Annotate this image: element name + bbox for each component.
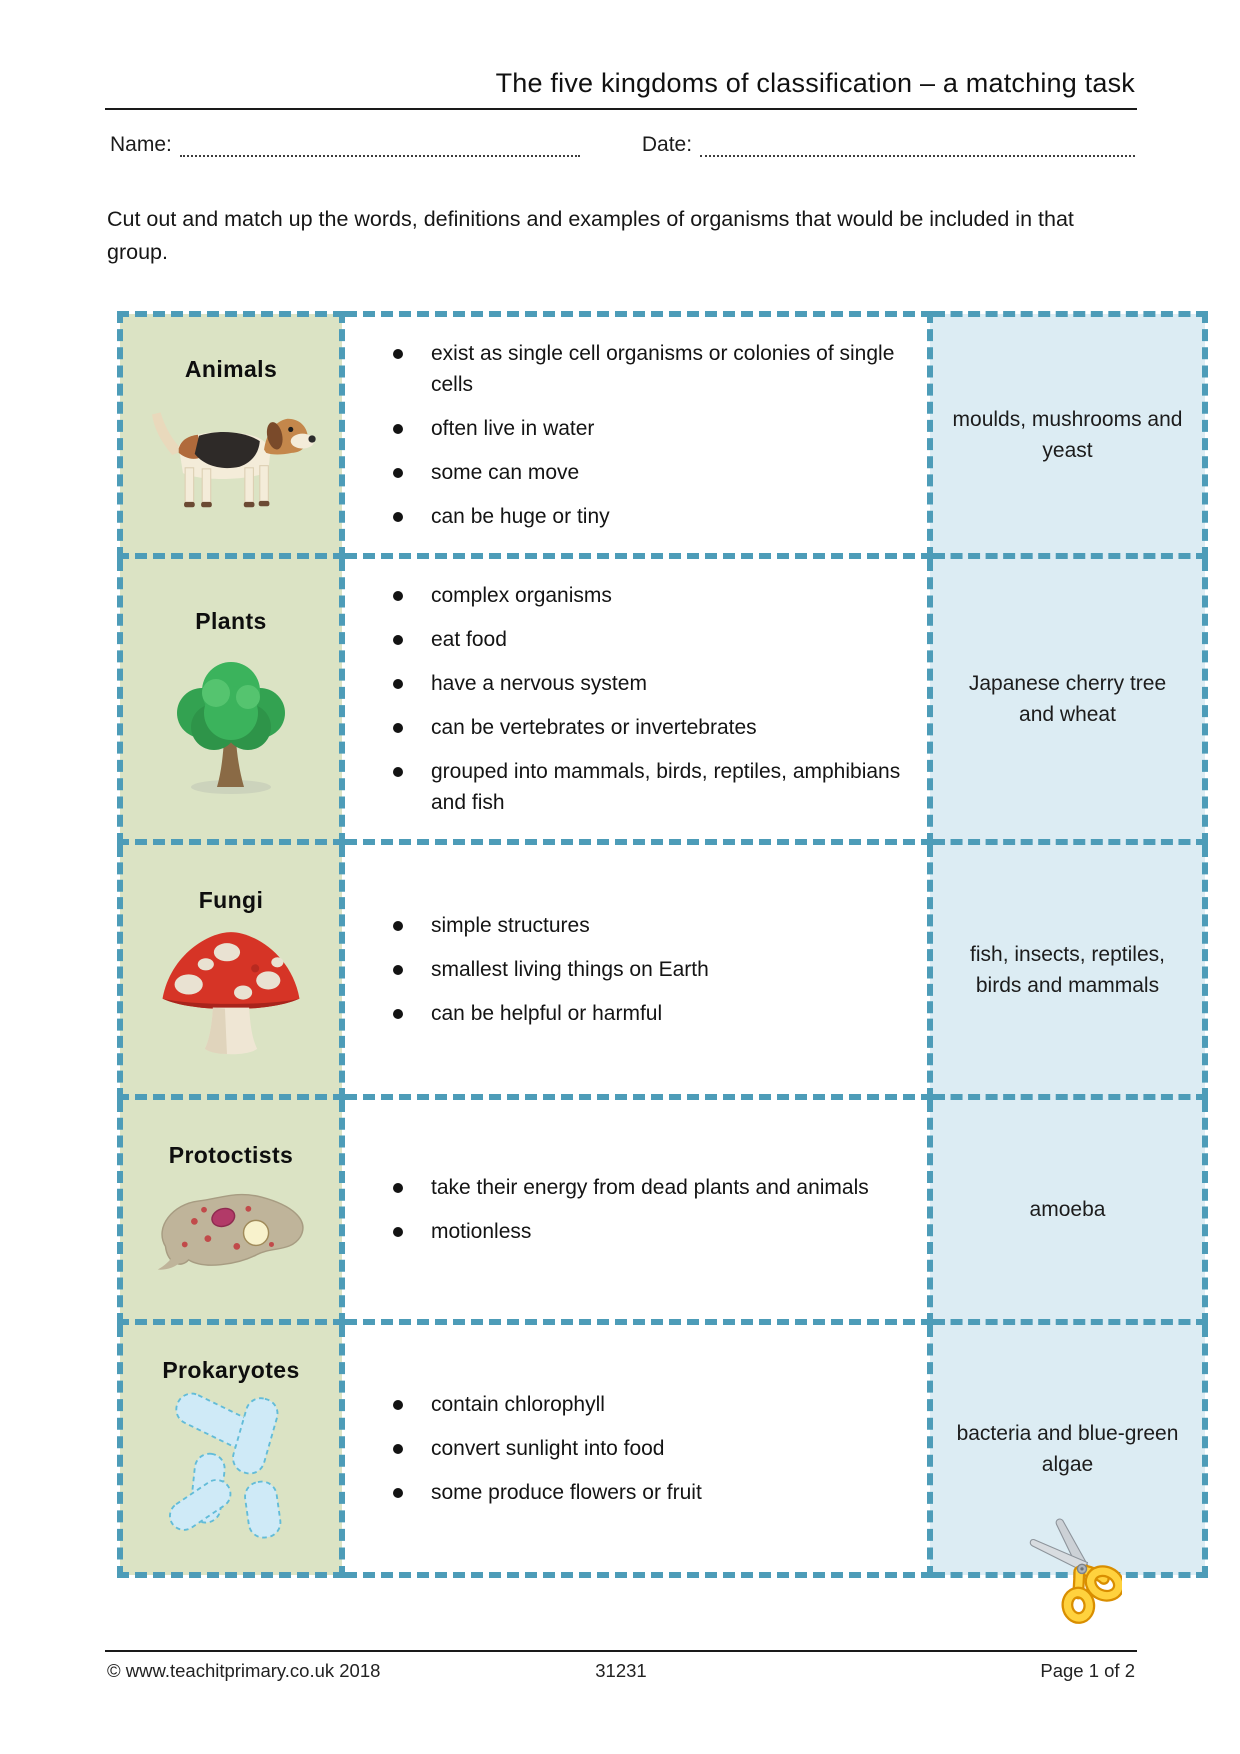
definition-item: exist as single cell organisms or colonies of single cells xyxy=(391,338,909,400)
definition-list xyxy=(345,1172,909,1247)
kingdom-label: Prokaryotes xyxy=(162,1356,300,1383)
examples-cell: fish, insects, reptiles, birds and mammals xyxy=(930,842,1205,1097)
page-title: The five kingdoms of classification – a matching task xyxy=(495,68,1135,98)
examples-cell: moulds, mushrooms and yeast xyxy=(930,314,1205,556)
definition-item: can be helpful or harmful xyxy=(391,998,909,1029)
footer-page-indicator: Page 1 of 2 xyxy=(1040,1660,1135,1681)
table-row xyxy=(120,1097,1205,1322)
table-row xyxy=(120,556,1205,842)
kingdom-label: Plants xyxy=(195,608,267,634)
footer-rule xyxy=(105,1650,1137,1652)
definitions-cell xyxy=(342,556,930,842)
kingdom-cell-prokaryotes xyxy=(120,1322,342,1575)
matching-table xyxy=(117,311,1208,1578)
definition-item: some can move xyxy=(391,457,909,488)
definition-item: simple structures xyxy=(391,910,909,941)
footer xyxy=(107,1660,1135,1682)
kingdom-label: Protoctists xyxy=(168,1141,294,1168)
definitions-cell xyxy=(342,314,930,556)
date-write-line xyxy=(700,133,1135,157)
kingdom-label: Animals xyxy=(184,356,278,382)
definitions-cell xyxy=(342,842,930,1097)
table-row xyxy=(120,842,1205,1097)
scissors-icon xyxy=(1022,1512,1122,1624)
definition-list xyxy=(345,1389,909,1508)
definition-item: grouped into mammals, birds, reptiles, amphibians and fish xyxy=(391,756,909,818)
definition-item: contain chlorophyll xyxy=(391,1389,909,1420)
table-row xyxy=(120,314,1205,556)
definition-item: motionless xyxy=(391,1216,909,1247)
bacteria-illustration xyxy=(160,1392,302,1546)
definition-list xyxy=(345,338,909,532)
definition-list xyxy=(345,910,909,1029)
kingdom-cell-animals xyxy=(120,314,342,556)
footer-resource-id: 31231 xyxy=(595,1660,647,1681)
amoeba-illustration xyxy=(141,1177,321,1283)
definition-item: some produce flowers or fruit xyxy=(391,1477,909,1508)
definition-item: convert sunlight into food xyxy=(391,1433,909,1464)
title-rule xyxy=(105,108,1137,110)
name-label: Name: xyxy=(110,133,172,156)
definition-item: often live in water xyxy=(391,413,909,444)
kingdom-label: Fungi xyxy=(198,886,264,913)
kingdom-cell-fungi xyxy=(120,842,342,1097)
kingdom-cell-plants xyxy=(120,556,342,842)
definition-item: can be huge or tiny xyxy=(391,501,909,532)
examples-cell: Japanese cherry tree and wheat xyxy=(930,556,1205,842)
definition-item: eat food xyxy=(391,624,909,655)
footer-copyright: © www.teachitprimary.co.uk 2018 xyxy=(107,1660,381,1681)
definition-item: complex organisms xyxy=(391,580,909,611)
name-write-line xyxy=(180,133,580,157)
tree-illustration xyxy=(156,643,306,795)
mushroom-illustration xyxy=(147,922,315,1058)
definitions-cell xyxy=(342,1097,930,1322)
definitions-cell xyxy=(342,1322,930,1575)
definition-item: smallest living things on Earth xyxy=(391,954,909,985)
dog-illustration xyxy=(140,391,322,519)
definition-list xyxy=(345,580,909,818)
kingdom-cell-protoctists xyxy=(120,1097,342,1322)
examples-cell: amoeba xyxy=(930,1097,1205,1322)
definition-item: can be vertebrates or invertebrates xyxy=(391,712,909,743)
name-date-row xyxy=(110,133,1135,157)
date-label: Date: xyxy=(641,133,693,156)
definition-item: have a nervous system xyxy=(391,668,909,699)
instructions-text: Cut out and match up the words, definitions and examples of organisms that would be included in that group. xyxy=(107,207,1074,264)
definition-item: take their energy from dead plants and animals xyxy=(391,1172,909,1203)
examples-cell: bacteria and blue-green algae xyxy=(930,1322,1205,1575)
